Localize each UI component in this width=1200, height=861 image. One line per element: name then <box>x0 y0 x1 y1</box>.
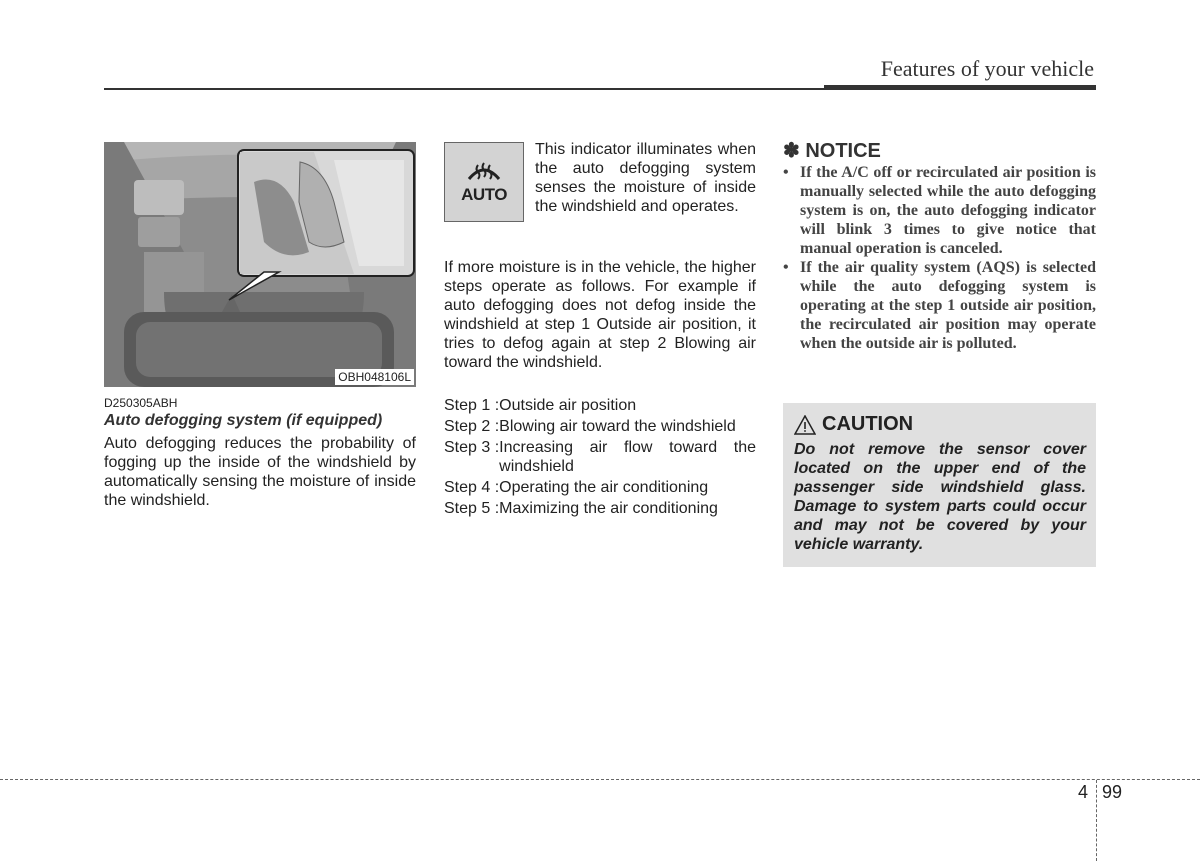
intro-paragraph: Auto defogging reduces the probability of fogging up the inside of the windshield by automatically sensing the moisture of inside the windshield. <box>104 435 416 509</box>
step-text: Maximizing the air conditioning <box>499 500 718 517</box>
caution-box <box>783 403 1096 567</box>
notice-text: If the air quality system (AQS) is selected while the auto defogging system is operating at the step 1 outside air position, the recirculated air position may operate when the outside air is polluted. <box>800 259 1096 352</box>
notice-list <box>783 163 1096 353</box>
warning-triangle-icon <box>794 415 816 435</box>
step-label: Step 3 : <box>444 439 500 456</box>
windshield-sensor-photo <box>104 142 416 387</box>
moisture-paragraph: If more moisture is in the vehicle, the higher steps operate as follows. For example if auto defogging does not defog inside the windshield at step 1 Outside air position, it tries to defog again at step 2 Blowing air toward the windshield. <box>444 259 756 371</box>
auto-defog-indicator <box>444 142 524 222</box>
step-item <box>444 438 756 476</box>
step-text: Increasing air flow toward the windshield <box>499 439 756 475</box>
page-number: 99 <box>1102 782 1123 802</box>
step-label: Step 4 : <box>444 479 500 496</box>
section-heading: Auto defogging system (if equipped) <box>104 412 383 429</box>
step-item <box>444 478 756 497</box>
step-item <box>444 499 756 518</box>
bullet: • <box>783 259 789 276</box>
step-label: Step 2 : <box>444 418 500 435</box>
figure-caption: OBH048106L <box>335 369 414 385</box>
windshield-sensor-illustration <box>104 142 416 387</box>
section-title: Features of your vehicle <box>880 56 1094 81</box>
caution-title: CAUTION <box>822 413 914 435</box>
step-text: Blowing air toward the windshield <box>499 418 736 435</box>
notice-title: ✽ NOTICE <box>783 140 881 162</box>
caution-header <box>794 413 1086 436</box>
notice-item <box>783 258 1096 353</box>
indicator-label: AUTO <box>461 185 507 204</box>
step-text: Outside air position <box>499 397 637 414</box>
step-item <box>444 396 756 415</box>
step-list <box>444 396 756 520</box>
bullet: • <box>783 164 789 181</box>
chapter-number: 4 <box>1078 782 1089 802</box>
indicator-description: This indicator illuminates when the auto defogging system senses the moisture of inside the windshield and operates. <box>535 141 756 215</box>
footer-divider <box>1096 780 1097 861</box>
notice-item <box>783 163 1096 258</box>
step-label: Step 5 : <box>444 500 500 517</box>
step-item <box>444 417 756 436</box>
defog-icon <box>467 159 501 183</box>
document-code: D250305ABH <box>104 396 178 410</box>
step-label: Step 1 : <box>444 397 500 414</box>
header-rule-accent <box>824 85 1096 90</box>
caution-text: Do not remove the sensor cover located on the upper end of the passenger side windshield glass. Damage to system parts could occur and may not be covered by your vehicle warranty. <box>794 441 1086 553</box>
footer-rule <box>0 779 1200 780</box>
step-text: Operating the air conditioning <box>499 479 709 496</box>
notice-text: If the A/C off or recirculated air position is manually selected while the auto defogging system is on, the auto defogging indicator will blink 3 times to give notice that manual operation is canceled. <box>800 164 1096 257</box>
